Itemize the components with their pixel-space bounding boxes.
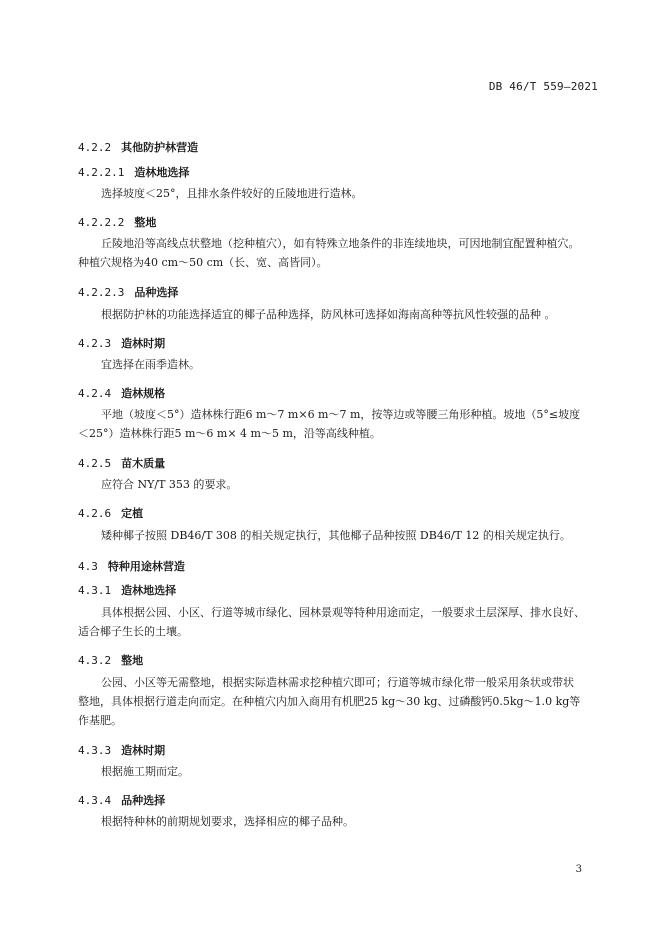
section-heading: 4.2.2.3 品种选择 [78,286,179,299]
paragraph: 公园、小区等无需整地，根据实际造林需求挖种植穴即可；行道等城市绿化带一般采用条状或带状 整地，具体根据行道走向而定。在种植穴内加入商用有机肥25 kg～30 kg、过磷酸钙0.5kg～1.0 kg等 作基肥。 [78,676,581,727]
section-heading: 4.3.4 品种选择 [78,794,166,807]
section-heading: 4.2.3 造林时期 [78,337,166,350]
section-heading: 4.3 特种用途林营造 [78,560,185,573]
page-number: 3 [575,864,582,875]
paragraph: 根据施工期而定。 [101,765,189,778]
paragraph: 丘陵地沿等高线点状整地（挖种植穴），如有特殊立地条件的非连续地块，可因地制宜配置种植穴。 种植穴规格为40 cm～50 cm（长、宽、高皆同）。 [78,237,580,269]
section-heading: 4.2.2.2 整地 [78,216,157,229]
paragraph: 应符合 NY/T 353 的要求。 [101,478,238,491]
section-heading: 4.2.4 造林规格 [78,387,166,400]
paragraph: 宜选择在雨季造林。 [101,358,200,371]
section-heading: 4.2.2.1 造林地选择 [78,166,190,179]
section-heading: 4.3.1 造林地选择 [78,584,177,597]
document-code: DB 46/T 559—2021 [488,80,598,93]
section-heading: 4.2.2 其他防护林营造 [78,141,199,154]
section-heading: 4.3.3 造林时期 [78,744,166,757]
paragraph: 选择坡度＜25°，且排水条件较好的丘陵地进行造林。 [101,187,363,200]
paragraph: 平地（坡度＜5°）造林株行距6 m～7 m×6 m～7 m，按等边或等腰三角形种植。坡地（5°≤坡度 ＜25°）造林株行距5 m～6 m× 4 m～5 m，沿等高线种植。 [78,408,581,440]
paragraph: 根据特种林的前期规划要求，选择相应的椰子品种。 [101,815,354,828]
paragraph: 矮种椰子按照 DB46/T 308 的相关规定执行，其他椰子品种按照 DB46/T 12 的相关规定执行。 [101,529,571,542]
section-heading: 4.3.2 整地 [78,654,144,667]
paragraph: 具体根据公园、小区、行道等城市绿化、园林景观等特种用途而定，一般要求土层深厚、排水良好、 适合椰子生长的土壤。 [78,606,585,638]
paragraph: 根据防护林的功能选择适宜的椰子品种选择，防风林可选择如海南高种等抗风性较强的品种 。 [101,308,556,321]
section-heading: 4.2.6 定植 [78,507,144,520]
section-heading: 4.2.5 苗木质量 [78,457,166,470]
